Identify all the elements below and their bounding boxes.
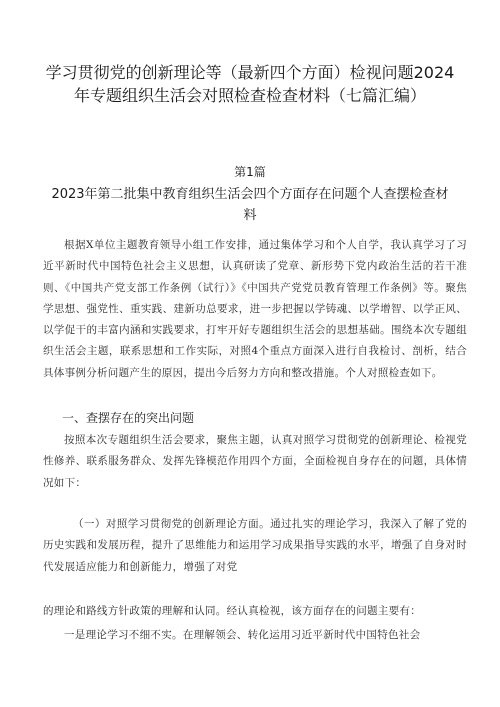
chapter-label: 第1篇 xyxy=(234,165,266,179)
intro-paragraph: 根据X单位主题教育领导小组工作安排，通过集体学习和个人自学，我认真学习了习近平新时代中国特色社会主义思想，认真研读了党章、新形势下党内政治生活的若干准则、《中国共产党支部工作条例（试行）》《中国共产党党员教育管理工作条例》等。聚焦学思想、强党性、重实践、建新功总要求，进一步把握以学铸魂、以学增智、以学正风、以学促干的丰富内涵和实践要求，打牢开好专题组织生活会的思想基础。围绕本次专题组织生活会主题，联系思想和工作实际，对照4个重点方面深入进行自我检讨、剖析，结合具体事例分析问题产生的原因，提出今后努力方向和整改措施。个人对照检查如下。 xyxy=(43,239,467,379)
section-title: 2023年第二批集中教育组织生活会四个方面存在问题个人查摆检查材料 xyxy=(51,187,449,223)
body-paragraph: 按照本次专题组织生活会要求，聚焦主题，认真对照学习贯彻党的创新理论、检视党性修养、联系服务群众、发挥先锋模范作用四个方面，全面检视自身存在的问题，具体情况如下： xyxy=(43,434,467,489)
section-heading-problems: 一、查摆存在的突出问题 xyxy=(62,411,195,425)
body-paragraph: 一是理论学习不细不实。在理解领会、转化运用习近平新时代中国特色社会 xyxy=(64,629,421,641)
body-paragraph: 的理论和路线方针政策的理解和认同。经认真检视，该方面存在的问题主要有： xyxy=(43,605,421,617)
body-paragraph: （一）对照学习贯彻党的创新理论方面。通过扎实的理论学习，我深入了解了党的历史实践和发展历程，提升了思维能力和运用学习成果指导实践的水平，增强了自身对时代发展适应能力和创新能力，增强了对党 xyxy=(43,518,467,573)
document-title: 学习贯彻党的创新理论等（最新四个方面）检视问题2024年专题组织生活会对照检查检查材料（七篇汇编） xyxy=(45,63,455,105)
